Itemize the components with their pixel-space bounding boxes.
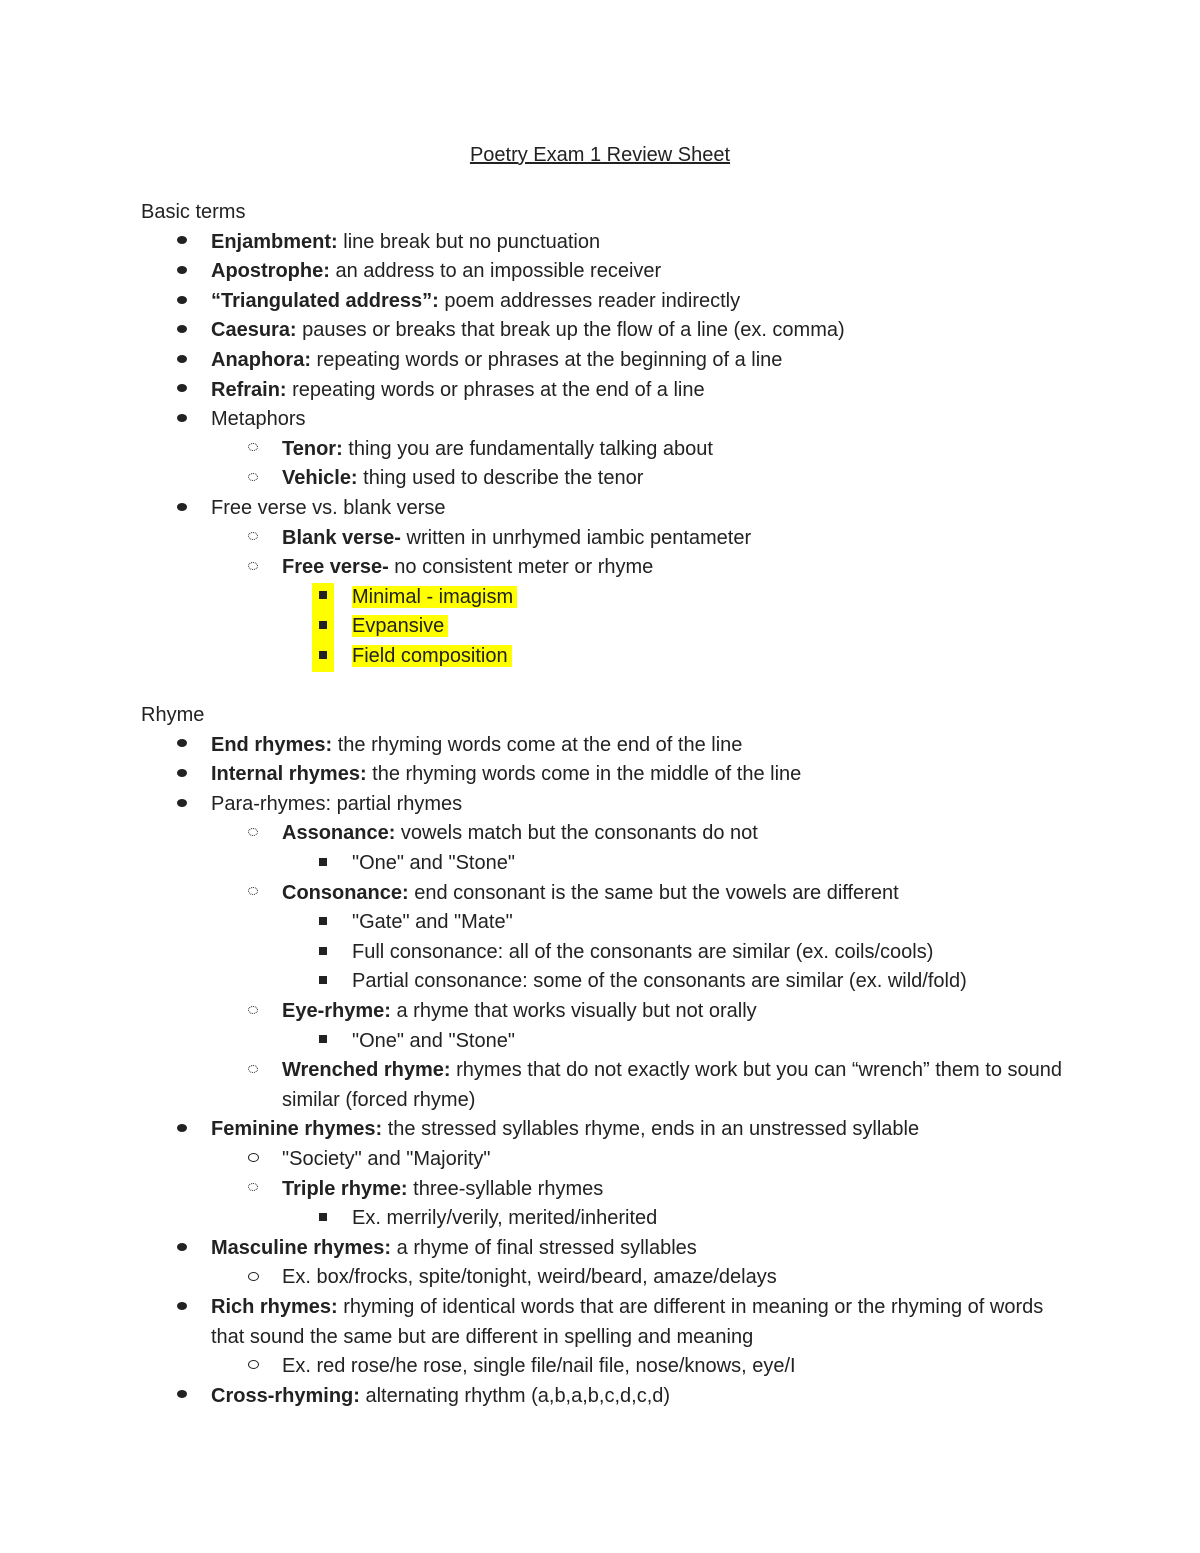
example-text: "Society" and "Majority"	[282, 1148, 491, 1170]
term-label: End rhymes:	[211, 733, 333, 756]
bullet-icon	[171, 316, 193, 346]
bullet-icon	[171, 257, 193, 287]
list-item	[141, 1382, 1071, 1412]
list-item	[141, 1056, 1071, 1115]
bullet-icon	[171, 376, 193, 406]
list-item	[141, 938, 1071, 968]
term-label: Caesura:	[211, 319, 297, 342]
list-item	[141, 494, 1071, 524]
highlighted-text: Evpansive	[352, 615, 448, 637]
list-item	[141, 435, 1071, 465]
list-item	[141, 346, 1071, 376]
term-definition: a rhyme that works visually but not orally	[390, 1000, 757, 1023]
term-definition: written in unrhymed iambic pentameter	[400, 526, 752, 549]
list-item	[141, 819, 1071, 849]
list-item	[141, 316, 1071, 346]
list-item	[141, 967, 1071, 997]
term-label: Apostrophe:	[211, 260, 330, 283]
term-definition: repeating words or phrases at the beginning of a line	[311, 348, 783, 371]
sub-bullet-icon	[242, 524, 264, 554]
term-label: Enjambment:	[211, 230, 338, 253]
list-item	[141, 1204, 1071, 1234]
square-bullet-icon	[312, 1204, 334, 1234]
example-text: Ex. merrily/verily, merited/inherited	[352, 1207, 658, 1230]
sub-bullet-icon	[242, 1056, 264, 1086]
sub-bullet-icon	[242, 553, 264, 583]
term-definition: vowels match but the consonants do not	[395, 822, 758, 845]
bullet-icon	[171, 790, 193, 820]
list-item	[141, 908, 1071, 938]
term-label: Anaphora:	[211, 348, 311, 371]
list-item-label: Para-rhymes: partial rhymes	[211, 792, 463, 815]
term-definition: poem addresses reader indirectly	[438, 289, 741, 312]
term-definition: end consonant is the same but the vowels are different	[408, 881, 899, 904]
list-item	[141, 760, 1071, 790]
ring-bullet-icon	[242, 1263, 264, 1293]
term-label: Tenor:	[282, 437, 343, 460]
term-definition: line break but no punctuation	[337, 230, 601, 253]
list-item	[141, 879, 1071, 909]
bullet-icon	[171, 731, 193, 761]
term-label: Consonance:	[282, 881, 409, 904]
term-label: Assonance:	[282, 822, 396, 845]
list-item	[141, 997, 1071, 1027]
list-item	[141, 1145, 1071, 1175]
square-bullet-icon	[312, 1027, 334, 1057]
list-item-label: Metaphors	[211, 408, 306, 431]
highlighted-text: Field composition	[352, 645, 512, 667]
bullet-icon	[171, 346, 193, 376]
bullet-icon	[171, 1234, 193, 1264]
term-definition: thing used to describe the tenor	[357, 467, 644, 490]
term-label: Rich rhymes:	[211, 1295, 338, 1318]
section-heading-basic-terms: Basic terms	[141, 201, 246, 223]
list-item	[141, 405, 1071, 435]
sub-bullet-icon	[242, 997, 264, 1027]
term-definition: alternating rhythm (a,b,a,b,c,d,c,d)	[359, 1384, 671, 1407]
sub-bullet-icon	[242, 1175, 264, 1205]
term-label: Blank verse-	[282, 526, 401, 549]
bullet-icon	[171, 1115, 193, 1145]
term-definition: repeating words or phrases at the end of a line	[286, 378, 705, 401]
bullet-icon	[171, 287, 193, 317]
list-item	[141, 1263, 1071, 1293]
list-item	[141, 464, 1071, 494]
highlighted-text: Minimal - imagism	[352, 586, 517, 608]
bullet-icon	[171, 760, 193, 790]
example-text: Ex. box/frocks, spite/tonight, weird/beard, amaze/delays	[282, 1266, 777, 1289]
bullet-icon	[171, 405, 193, 435]
example-text: "One" and "Stone"	[352, 1029, 515, 1052]
term-definition: no consistent meter or rhyme	[388, 556, 654, 579]
term-definition: rhyming of identical words that are different in meaning or the rhyming of words that sound the same but are different in spelling and meaning	[211, 1295, 1044, 1348]
bullet-icon	[171, 494, 193, 524]
term-label: Cross-rhyming:	[211, 1384, 360, 1407]
term-definition: a rhyme of final stressed syllables	[391, 1236, 697, 1259]
list-item	[141, 1293, 1071, 1352]
square-bullet-icon	[312, 612, 334, 642]
term-definition: an address to an impossible receiver	[329, 260, 662, 283]
list-item	[141, 849, 1071, 879]
example-text: "One" and "Stone"	[352, 852, 515, 875]
document-body	[141, 198, 1071, 1411]
list-item	[141, 257, 1071, 287]
term-label: Masculine rhymes:	[211, 1236, 392, 1259]
square-bullet-icon	[312, 642, 334, 672]
square-bullet-icon	[312, 849, 334, 879]
list-item	[141, 731, 1071, 761]
list-item	[141, 1115, 1071, 1145]
list-item	[141, 1352, 1071, 1382]
example-text: Ex. red rose/he rose, single file/nail file, nose/knows, eye/I	[282, 1355, 796, 1378]
list-item	[141, 790, 1071, 820]
term-definition: rhymes that do not exactly work but you can “wrench” them to sound similar (forced rhyme)	[282, 1059, 1062, 1111]
list-item-label: Free verse vs. blank verse	[211, 496, 446, 519]
example-text: "Gate" and "Mate"	[352, 911, 513, 934]
sub-bullet-icon	[242, 435, 264, 465]
section-heading-rhyme: Rhyme	[141, 704, 205, 727]
term-definition: pauses or breaks that break up the flow of a line (ex. comma)	[296, 319, 845, 342]
sub-bullet-icon	[242, 464, 264, 494]
term-definition: the rhyming words come in the middle of the line	[366, 763, 802, 786]
list-item	[141, 287, 1071, 317]
sub-bullet-icon	[242, 819, 264, 849]
bullet-icon	[171, 228, 193, 258]
term-label: Feminine rhymes:	[211, 1118, 383, 1141]
list-item	[141, 1027, 1071, 1057]
term-label: Free verse-	[282, 556, 389, 579]
example-text: Partial consonance: some of the consonants are similar (ex. wild/fold)	[352, 970, 967, 993]
ring-bullet-icon	[242, 1145, 264, 1175]
term-label: Refrain:	[211, 378, 287, 401]
list-item	[141, 228, 1071, 258]
term-definition: thing you are fundamentally talking about	[342, 437, 713, 460]
square-bullet-icon	[312, 583, 334, 613]
square-bullet-icon	[312, 967, 334, 997]
ring-bullet-icon	[242, 1352, 264, 1382]
blank-line	[141, 672, 1071, 702]
sub-bullet-icon	[242, 879, 264, 909]
term-label: Eye-rhyme:	[282, 1000, 391, 1023]
list-item	[141, 612, 1071, 642]
example-text: Full consonance: all of the consonants are similar (ex. coils/cools)	[352, 940, 934, 963]
list-item	[141, 376, 1071, 406]
square-bullet-icon	[312, 908, 334, 938]
term-label: Triple rhyme:	[282, 1177, 408, 1200]
bullet-icon	[171, 1382, 193, 1412]
list-item	[141, 1234, 1071, 1264]
bullet-icon	[171, 1293, 193, 1323]
term-label: Vehicle:	[282, 467, 358, 490]
term-label: “Triangulated address”:	[211, 289, 439, 312]
list-item	[141, 553, 1071, 583]
term-label: Internal rhymes:	[211, 763, 367, 786]
page-title: Poetry Exam 1 Review Sheet	[469, 144, 731, 166]
term-definition: the rhyming words come at the end of the line	[332, 733, 743, 756]
term-definition: the stressed syllables rhyme, ends in an unstressed syllable	[382, 1118, 920, 1141]
square-bullet-icon	[312, 938, 334, 968]
term-definition: three-syllable rhymes	[407, 1177, 604, 1200]
list-item	[141, 524, 1071, 554]
list-item	[141, 642, 1071, 672]
list-item	[141, 583, 1071, 613]
list-item	[141, 1175, 1071, 1205]
term-label: Wrenched rhyme:	[282, 1059, 451, 1082]
